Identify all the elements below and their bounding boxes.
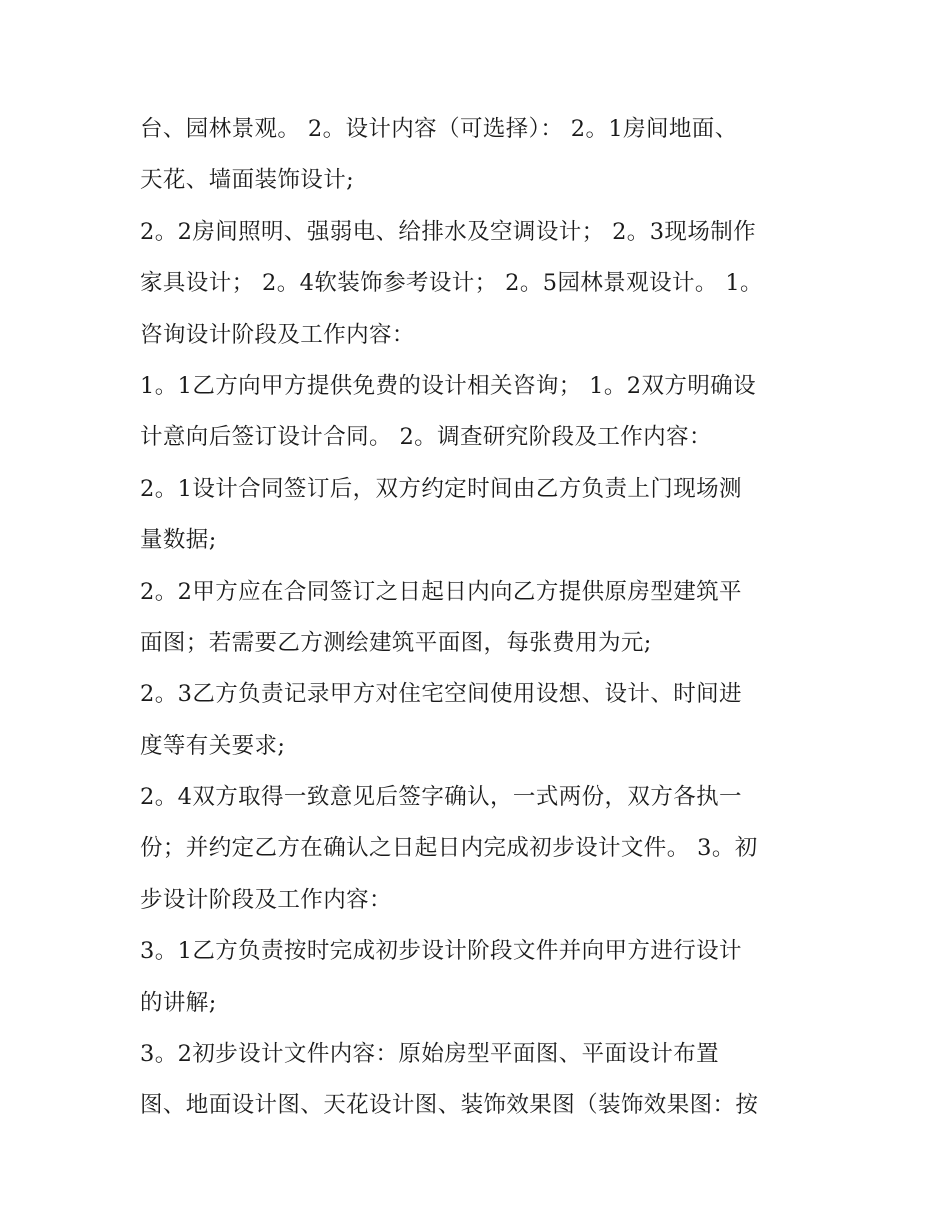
text-line: 2。1设计合同签订后，双方约定时间由乙方负责上门现场测	[140, 475, 742, 502]
text-line: 面图；若需要乙方测绘建筑平面图，每张费用为元;	[140, 629, 652, 656]
text-line: 2。2房间照明、强弱电、给排水及空调设计； 2。3现场制作	[140, 218, 757, 245]
text-line: 量数据;	[140, 527, 217, 554]
text-line: 1。1乙方向甲方提供免费的设计相关咨询； 1。2双方明确设	[140, 372, 757, 399]
text-line: 度等有关要求;	[140, 732, 286, 759]
text-line: 份；并约定乙方在确认之日起日内完成初步设计文件。 3。初	[140, 835, 758, 862]
text-line: 2。3乙方负责记录甲方对住宅空间使用设想、设计、时间进	[140, 681, 742, 708]
text-line: 2。2甲方应在合同签订之日起日内向乙方提供原房型建筑平	[140, 578, 742, 605]
text-line: 天花、墙面装饰设计;	[140, 167, 355, 194]
text-line: 2。4双方取得一致意见后签字确认，一式两份，双方各执一	[140, 784, 742, 811]
document-body	[140, 104, 830, 1132]
text-line: 咨询设计阶段及工作内容：	[140, 321, 415, 348]
text-line: 计意向后签订设计合同。 2。调查研究阶段及工作内容：	[140, 424, 712, 451]
text-line: 图、地面设计图、天花设计图、装饰效果图（装饰效果图：按	[140, 1092, 759, 1119]
text-line: 台、园林景观。 2。设计内容（可选择）： 2。1房间地面、	[140, 116, 738, 142]
text-line: 步设计阶段及工作内容：	[140, 886, 392, 913]
text-line: 家具设计； 2。4软装饰参考设计； 2。5园林景观设计。 1。	[140, 270, 763, 297]
text-line: 3。1乙方负责按时完成初步设计阶段文件并向甲方进行设计	[140, 938, 742, 965]
text-line: 的讲解;	[140, 989, 217, 1016]
text-line: 3。2初步设计文件内容：原始房型平面图、平面设计布置	[140, 1041, 720, 1068]
